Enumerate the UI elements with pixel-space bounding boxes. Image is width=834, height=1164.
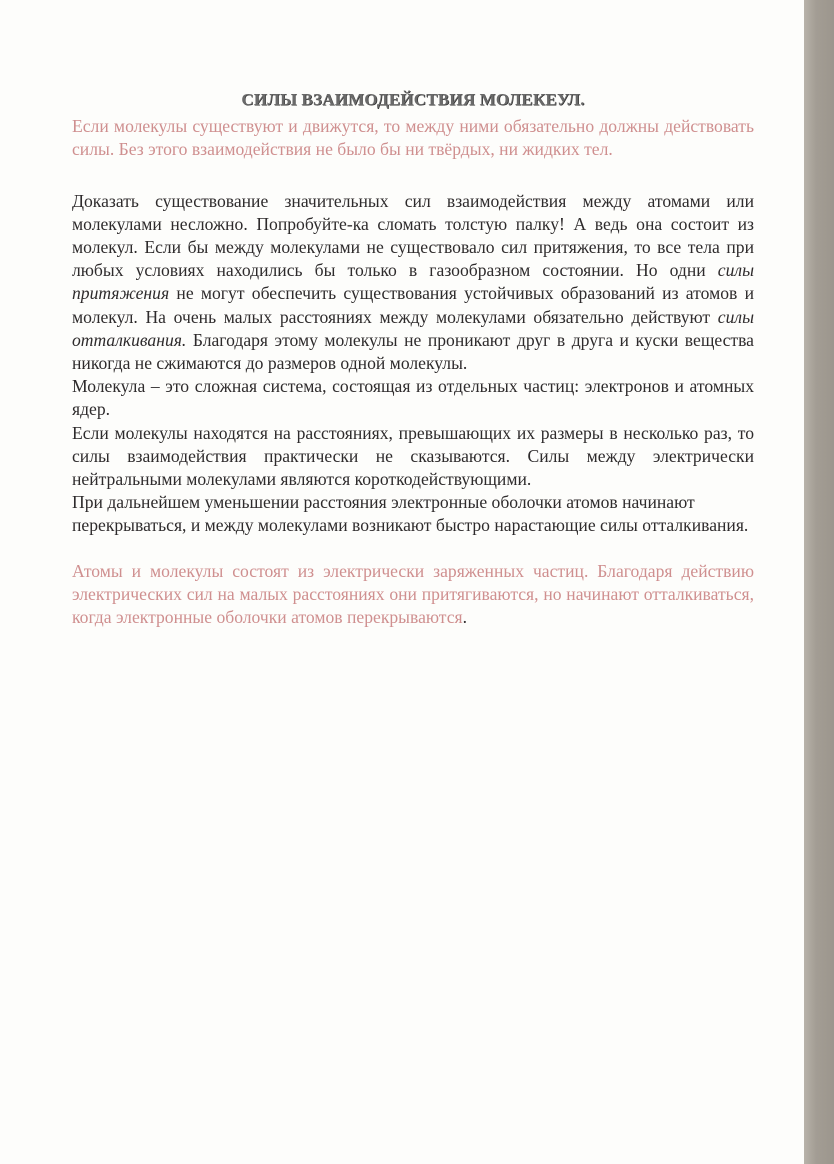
italic-term-repulsion: силы отталкивания. (72, 306, 754, 350)
document-title: СИЛЫ ВЗАИМОДЕЙСТВИЯ МОЛЕКЕУЛ. (241, 90, 585, 109)
paragraph-text: Доказать существование значительных сил взаимодействия между атомами или молекулами несложно. Попробуйте-ка сломать толстую палку! А ведь она состоит из молекул. Если бы между молекулами не существовало сил притяжения, то все тела при любых условиях находились бы только в газообразном состоянии. Но одни (72, 190, 754, 281)
final-period: . (462, 607, 467, 628)
paragraph-distance-effect: Если молекулы находятся на расстояниях, превышающих их размеры в несколько раз, то силы взаимодействия практически не сказываются. Силы между электрически нейтральными молекулами являются короткодействующими. (72, 422, 754, 490)
paragraph-shell-overlap: При дальнейшем уменьшении расстояния электронные оболочки атомов начинают перекрываться, и между молекулами возникают быстро нарастающие силы отталкивания. (72, 492, 749, 536)
paragraph-text: не могут обеспечить существования устойчивых образований из атомов и молекул. На очень малых расстояниях между молекулами обязательно действуют (72, 283, 754, 327)
document-content (72, 88, 754, 629)
scan-border-edge (804, 0, 834, 1164)
final-paragraph (72, 560, 754, 630)
spacer (72, 538, 754, 560)
final-paragraph-text: Атомы и молекулы состоят из электрически заряженных частиц. Благодаря действию электрических сил на малых расстояниях они притягиваются, но начинают отталкиваться, когда электронные оболочки атомов перекрываются (72, 560, 754, 628)
intro-paragraph: Если молекулы существуют и движутся, то между ними обязательно должны действовать силы. Без этого взаимодействия не было бы ни твёрдых, ни жидких тел. (72, 116, 754, 160)
paragraph-molecule-structure: Молекула – это сложная система, состоящая из отдельных частиц: электронов и атомных ядер. (72, 376, 754, 420)
paragraph-text: Благодаря этому молекулы не проникают друг в друга и куски вещества никогда не сжимаются до размеров одной молекулы. (72, 329, 754, 374)
italic-term-attraction: силы притяжения (72, 260, 754, 304)
paragraph-molecular-forces (72, 190, 754, 376)
